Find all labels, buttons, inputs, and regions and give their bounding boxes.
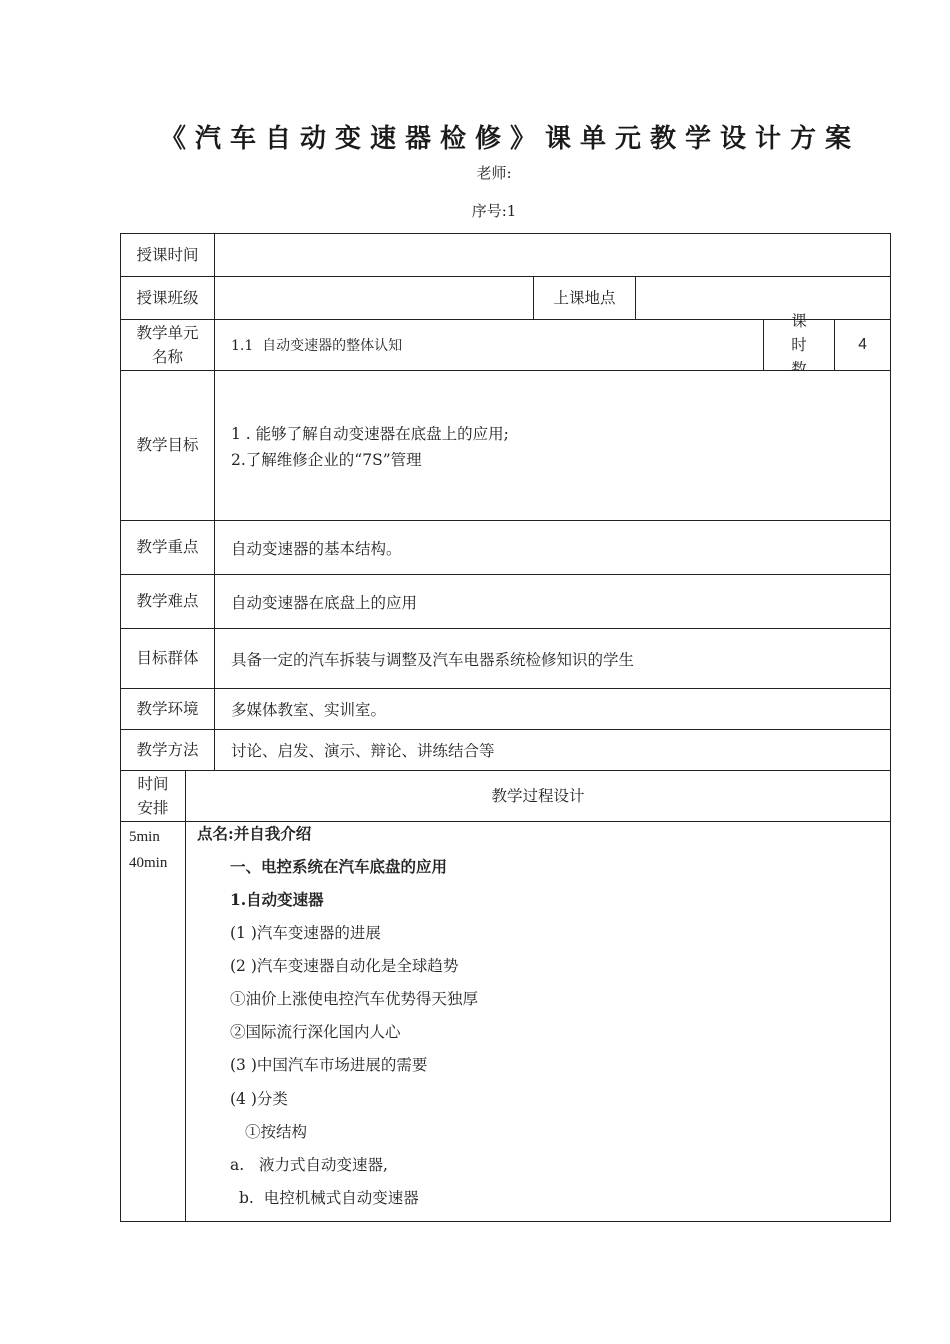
process-line: (1 )汽车变速器的进展 (230, 923, 381, 942)
goal-item: 2.了解维修企业的“7S”管理 (231, 451, 422, 470)
key-point-value-cell (214, 520, 891, 575)
time-label: 授课时间 (136, 245, 199, 264)
key-point-label: 教学重点 (136, 538, 199, 557)
audience-value: 具备一定的汽车拆装与调整及汽车电器系统检修知识的学生 (231, 650, 635, 669)
environment-label: 教学环境 (136, 699, 199, 718)
class-label: 授课班级 (136, 288, 199, 307)
goals-value-cell (214, 370, 891, 521)
process-line: 一、电控系统在汽车底盘的应用 (230, 857, 448, 877)
location-value-cell (635, 276, 891, 320)
process-line: ①油价上涨使电控汽车优势得天独厚 (230, 989, 479, 1008)
environment-value: 多媒体教室、实训室。 (231, 701, 387, 719)
difficulty-label-cell (120, 574, 215, 629)
schedule-cell (120, 821, 186, 1222)
method-value: 讨论、启发、演示、辩论、讲练结合等 (231, 742, 495, 760)
method-label: 教学方法 (136, 740, 199, 759)
audience-label-cell (120, 628, 215, 689)
difficulty-value-cell (214, 574, 891, 629)
goal-item: 1 . 能够了解自动变速器在底盘上的应用; (231, 425, 509, 443)
time-slot: 40min (129, 855, 168, 872)
process-line: 点名:并自我介绍 (197, 824, 312, 843)
teacher-label: 老师: (476, 164, 512, 182)
location-label: 上课地点 (553, 288, 616, 307)
hours-label: 课时 (791, 311, 807, 354)
process-content-cell (185, 821, 891, 1222)
audience-value-cell (214, 628, 891, 689)
goals-label-cell (120, 370, 215, 521)
environment-value-cell (214, 688, 891, 730)
method-label-cell (120, 729, 215, 771)
design-header-cell (185, 770, 891, 822)
audience-label: 目标群体 (136, 649, 199, 668)
unit-label: 教学单元名称 (136, 323, 199, 366)
process-line: (3 )中国汽车市场进展的需要 (230, 1056, 428, 1075)
class-label-cell (120, 276, 215, 320)
unit-value-cell (214, 319, 764, 371)
unit-label-cell (120, 319, 215, 371)
process-line: a. 液力式自动变速器, (230, 1155, 388, 1174)
hours-value-cell (834, 319, 891, 371)
environment-label-cell (120, 688, 215, 730)
time-slot: 5min (129, 829, 160, 845)
goals-label: 教学目标 (136, 436, 199, 455)
hours-value: 4 (858, 335, 867, 353)
process-line: b. 电控机械式自动变速器 (239, 1189, 419, 1208)
process-line: ①按结构 (245, 1122, 308, 1141)
process-line: 1.自动变速器 (230, 890, 324, 910)
schedule-header: 时间安排 (137, 774, 169, 817)
location-label-cell (533, 276, 636, 320)
process-line: (2 )汽车变速器自动化是全球趋势 (230, 956, 459, 975)
difficulty-label: 教学难点 (136, 592, 199, 611)
time-value-cell (214, 233, 891, 277)
time-label-cell (120, 233, 215, 277)
difficulty-value: 自动变速器在底盘上的应用 (231, 593, 418, 612)
design-header: 教学过程设计 (491, 786, 585, 805)
key-point-label-cell (120, 520, 215, 575)
process-line: ②国际流行深化国内人心 (230, 1023, 401, 1042)
serial-number: 序号:1 (471, 202, 517, 220)
hours-label-cell (763, 311, 835, 371)
class-value-cell (214, 276, 534, 320)
process-line: (4 )分类 (230, 1089, 288, 1108)
schedule-header-cell (120, 770, 186, 822)
key-point-value: 自动变速器的基本结构。 (231, 539, 402, 558)
method-value-cell (214, 729, 891, 771)
unit-value: 1.1 自动变速器的整体认知 (231, 338, 403, 354)
document-title: 《汽车自动变速器检修》课单元教学设计方案 (159, 124, 860, 154)
